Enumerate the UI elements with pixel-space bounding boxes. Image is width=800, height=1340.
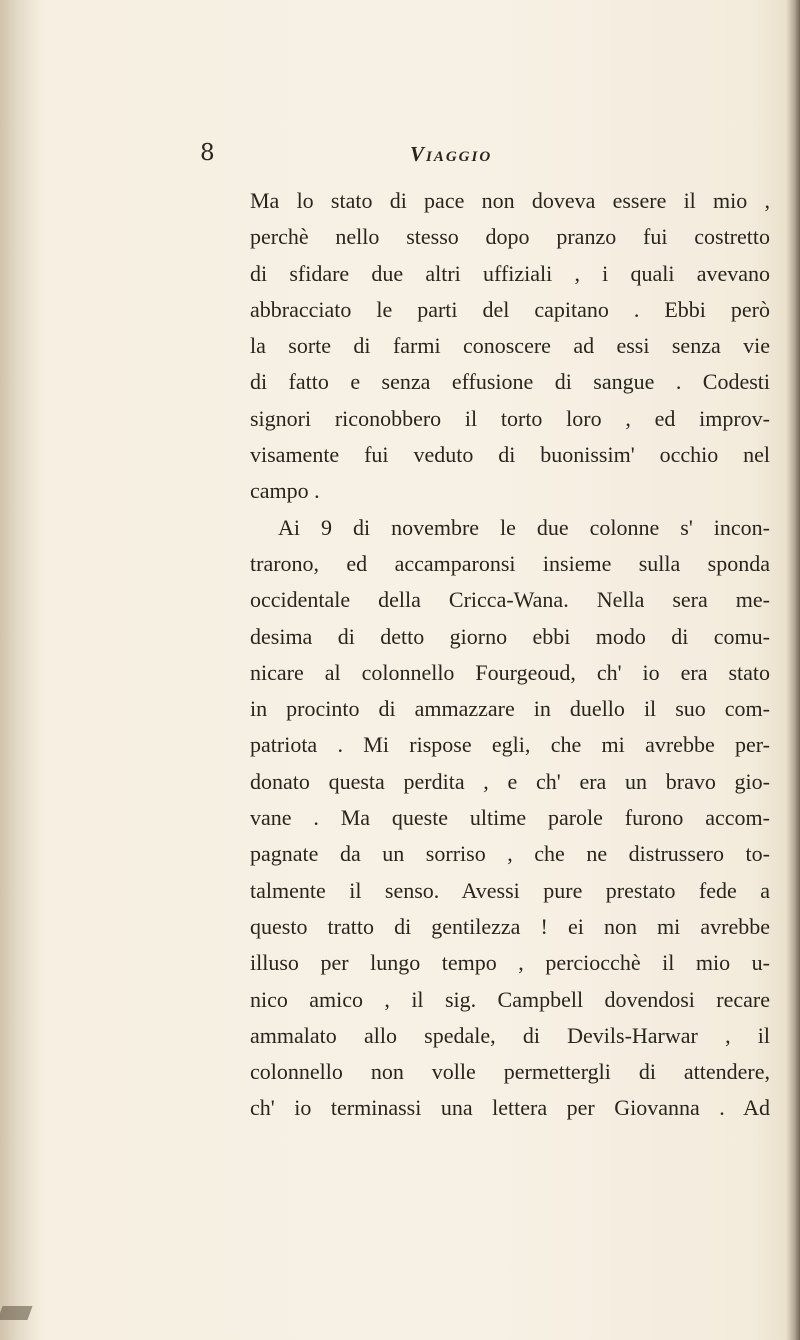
page-right-edge (786, 0, 800, 1340)
text-line: vane . Ma queste ultime parole furono accom- (250, 805, 770, 831)
text-line: illuso per lungo tempo , perciocchè il mio u- (250, 950, 770, 976)
text-line: ammalato allo spedale, di Devils-Harwar , il (250, 1022, 770, 1048)
text-line: pagnate da un sorriso , che ne distrussero to- (250, 841, 770, 867)
text-line: trarono, ed accamparonsi insieme sulla sponda (250, 550, 770, 576)
page-corner-smudge (0, 1306, 33, 1320)
text-line: perchè nello stesso dopo pranzo fui costretto (250, 224, 770, 250)
text-line: di fatto e senza effusione di sangue . Codesti (250, 369, 770, 395)
page-header (200, 140, 680, 180)
text-line: in procinto di ammazzare in duello il suo com- (250, 696, 770, 722)
text-line: signori riconobbero il torto loro , ed improv- (250, 405, 770, 431)
text-line: ch' io terminassi una lettera per Giovanna . Ad (250, 1095, 770, 1121)
text-line: la sorte di farmi conoscere ad essi senza vie (250, 333, 770, 359)
text-line: talmente il senso. Avessi pure prestato fede a (250, 877, 770, 903)
text-line: patriota . Mi rispose egli, che mi avrebbe per- (250, 732, 770, 758)
text-line: questo tratto di gentilezza ! ei non mi avrebbe (250, 913, 770, 939)
page-gutter-shadow (0, 0, 42, 1340)
text-line: visamente fui veduto di buonissim' occhio nel (250, 442, 770, 468)
body-text (250, 183, 770, 1127)
text-line: Ma lo stato di pace non doveva essere il mio , (250, 188, 770, 213)
text-line: abbracciato le parti del capitano . Ebbi però (250, 296, 770, 322)
text-line: desima di detto giorno ebbi modo di comu- (250, 623, 770, 649)
text-line: di sfidare due altri uffiziali , i quali avevano (250, 260, 770, 286)
text-line: occidentale della Cricca-Wana. Nella sera me- (250, 587, 770, 613)
text-line: colonnello non volle permettergli di attendere, (250, 1059, 770, 1085)
running-title: Viaggio (410, 142, 493, 166)
text-line: nico amico , il sig. Campbell dovendosi recare (250, 986, 770, 1012)
text-line: Ai 9 di novembre le due colonne s' incon- (278, 514, 770, 540)
text-line: donato questa perdita , e ch' era un bravo gio- (250, 768, 770, 794)
text-line: nicare al colonnello Fourgeoud, ch' io era stato (250, 659, 770, 685)
page-number: 8 (200, 140, 215, 166)
text-line: campo . (250, 478, 320, 504)
